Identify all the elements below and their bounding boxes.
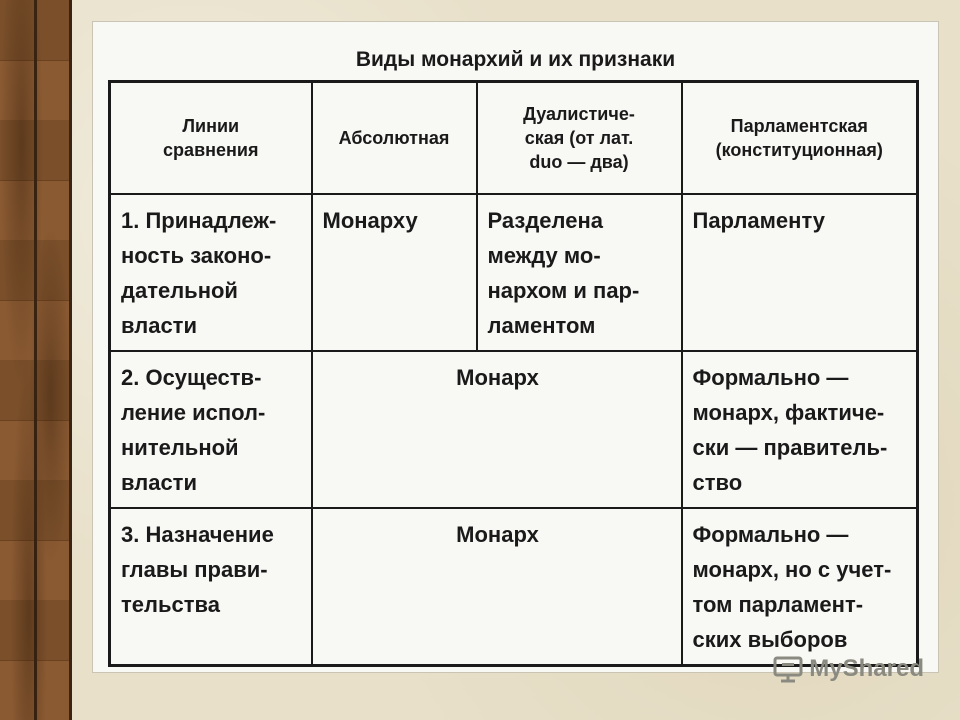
table-row	[110, 194, 918, 351]
page-title: Виды монархий и их признаки	[355, 48, 676, 71]
header-criteria: Линии сравнения	[110, 82, 312, 195]
cell-criterion: 3. Назначение главы прави- тельства	[110, 508, 312, 666]
presentation-icon	[773, 655, 803, 683]
cell-parliamentary: Парламенту	[682, 194, 918, 351]
header-dualistic: Дуалистиче- ская (от лат. duo — два)	[477, 82, 682, 195]
comparison-table	[108, 80, 919, 667]
watermark-text: MyShared	[809, 655, 924, 682]
cell-absolute: Монарху	[312, 194, 477, 351]
cell-parliamentary: Формально — монарх, но с учет- том парламент- ских выборов	[682, 508, 918, 666]
table-row	[110, 508, 918, 666]
cell-absolute-dualistic: Монарх	[312, 508, 682, 666]
cell-parliamentary: Формально — монарх, фактиче- ски — правитель- ство	[682, 351, 918, 508]
cell-absolute-dualistic: Монарх	[312, 351, 682, 508]
cell-criterion: 1. Принадлеж- ность законо- дательной власти	[110, 194, 312, 351]
table-header-row	[110, 82, 918, 195]
cell-dualistic: Разделена между мо- нархом и пар- ламентом	[477, 194, 682, 351]
header-parliamentary: Парламентская (конституционная)	[682, 82, 918, 195]
slide	[93, 22, 938, 672]
decorative-border	[0, 0, 72, 720]
table-row	[110, 351, 918, 508]
header-absolute: Абсолютная	[312, 82, 477, 195]
cell-criterion: 2. Осуществ- ление испол- нительной власти	[110, 351, 312, 508]
watermark	[773, 655, 924, 683]
